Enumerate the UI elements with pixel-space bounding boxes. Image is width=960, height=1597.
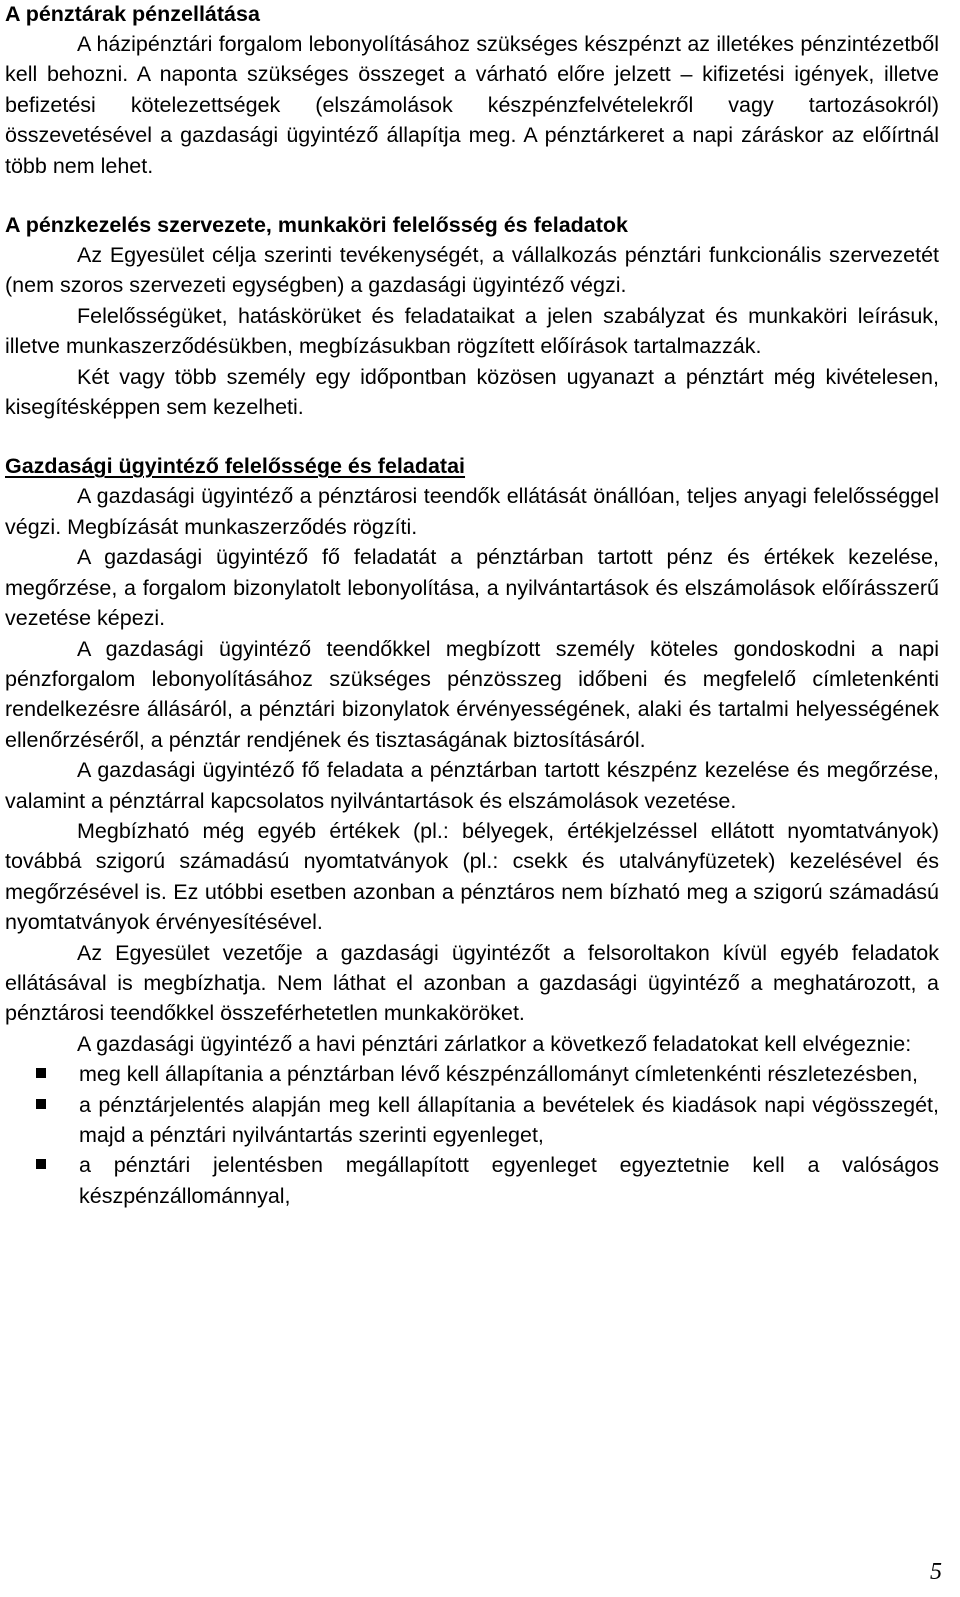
square-bullet-icon: [36, 1068, 46, 1078]
section-heading: Gazdasági ügyintéző felelőssége és feladatai: [5, 454, 466, 479]
document-page: [5, 0, 939, 1211]
section-heading: A pénztárak pénzellátása: [5, 2, 260, 26]
section-heading: A pénzkezelés szervezete, munkaköri felelősség és feladatok: [5, 213, 628, 238]
square-bullet-icon: [36, 1099, 46, 1109]
paragraph: A gazdasági ügyintéző a havi pénztári zárlatkor a következő feladatokat kell elvégeznie:: [77, 1031, 912, 1056]
paragraph: A házipénztári forgalom lebonyolításához szükséges készpénzt az illetékes pénzintézetből kell behozni. A naponta szükséges összeget a várható előre jelzett – kifizetési igények, illetve befizetési kötelezettségek (elszámolások készpénzfelvételekről vagy tartozásokról) összevetésével a gazdasági ügyintéző állapítja meg. A pénztárkeret a napi záráskor az előírtnál több nem lehet.: [5, 32, 939, 178]
spacer: [5, 422, 939, 452]
page-number: 5: [930, 1559, 942, 1585]
square-bullet-icon: [36, 1159, 46, 1169]
section-penztarak-penzellatasa: [5, 0, 939, 181]
section-gazdasagi-ugyintezo: [5, 452, 939, 1211]
list-item: [5, 1090, 939, 1151]
paragraph: Megbízható még egyéb értékek (pl.: bélyegek, értékjelzéssel ellátott nyomtatványok) továbbá szigorú számadású nyomtatványok (pl.: csekk és utalványfüzetek) kezelésével és megőrzésével is. Ez utóbbi esetben azonban a pénztáros nem bízható meg a szigorú számadású nyomtatványok érvényesítésével.: [5, 818, 939, 935]
list-item: [5, 1150, 939, 1211]
paragraph: A gazdasági ügyintéző teendőkkel megbízott személy köteles gondoskodni a napi pénzforgalom lebonyolításához szükséges pénzösszeg időbeni és megfelelő címletenkénti rendelkezésre állásáról, a pénztári bizonylatok érvényességének, alaki és tartalmi helyességének ellenőrzéséről, a pénztár rendjének és tisztaságának biztosításáról.: [5, 636, 939, 752]
list-item: [5, 1059, 939, 1089]
paragraph: A gazdasági ügyintéző fő feladatát a pénztárban tartott pénz és értékek kezelése, megőrzése, a forgalom bizonylatolt lebonyolítása, a nyilvántartások és elszámolások előírásszerű vezetése képezi.: [5, 545, 939, 631]
list-item-text: a pénztárjelentés alapján meg kell állapítania a bevételek és kiadások napi végösszegét, majd a pénztári nyilvántartás szerinti egyenleget,: [79, 1092, 939, 1147]
paragraph: A gazdasági ügyintéző fő feladata a pénztárban tartott készpénz kezelése és megőrzése, valamint a pénztárral kapcsolatos nyilvántartások és elszámolások vezetése.: [5, 758, 939, 813]
paragraph: A gazdasági ügyintéző a pénztárosi teendők ellátását önállóan, teljes anyagi felelősséggel végzi. Megbízását munkaszerződés rögzíti.: [5, 484, 939, 539]
paragraph: Az Egyesület vezetője a gazdasági ügyintézőt a felsoroltakon kívül egyéb feladatok ellátásával is megbízhatja. Nem láthat el azonban a gazdasági ügyintéző a meghatározott, a pénztárosi teendőkkel összeférhetetlen munkaköröket.: [5, 940, 939, 1026]
section-penzkezeles-szervezete: [5, 211, 939, 422]
list-item-text: meg kell állapítania a pénztárban lévő készpénzállományt címletenkénti részletezésben,: [79, 1062, 918, 1087]
bullet-list: [5, 1059, 939, 1211]
paragraph: Az Egyesület célja szerinti tevékenységét, a vállalkozás pénztári funkcionális szervezetét (nem szoros szervezeti egységben) a gazdasági ügyintéző végzi.: [5, 243, 939, 298]
list-item-text: a pénztári jelentésben megállapított egyenleget egyeztetnie kell a valóságos készpénzállománnyal,: [79, 1153, 939, 1208]
spacer: [5, 181, 939, 211]
paragraph: Felelősségüket, hatáskörüket és feladataikat a jelen szabályzat és munkaköri leírásuk, illetve munkaszerződésükben, megbízásukban rögzített előírások tartalmazzák.: [5, 303, 939, 359]
paragraph: Két vagy több személy egy időpontban közösen ugyanazt a pénztárt még kivételesen, kisegítésképpen sem kezelheti.: [5, 364, 939, 420]
